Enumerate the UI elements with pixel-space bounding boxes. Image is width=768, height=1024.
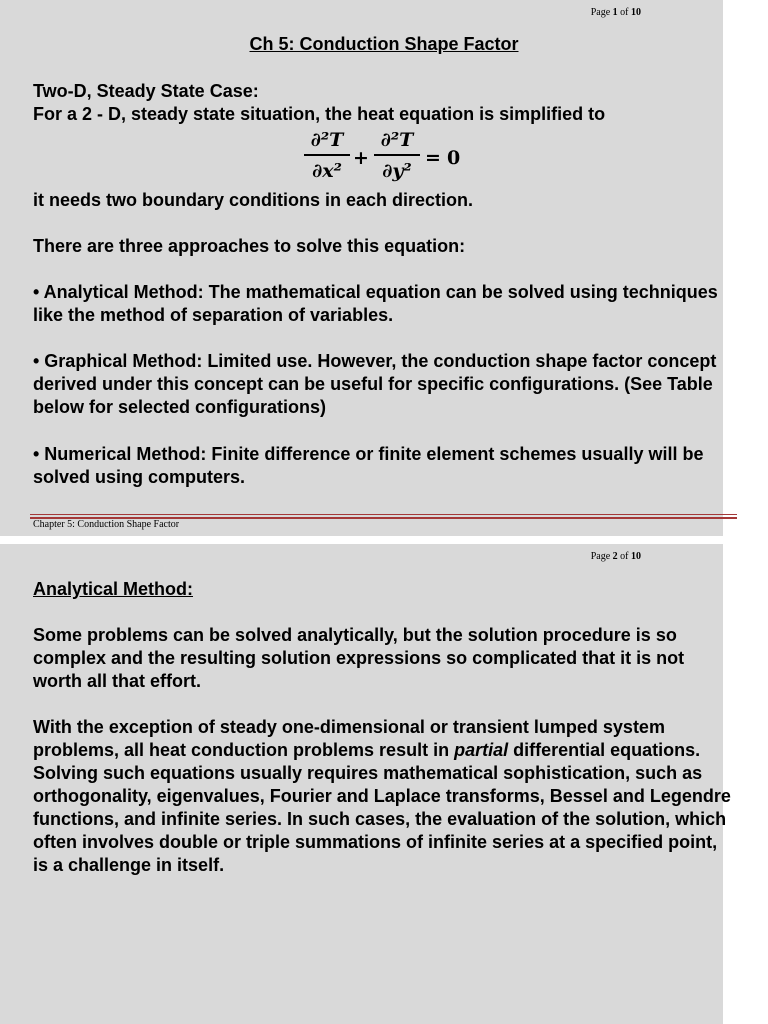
paragraph-2 <box>33 716 733 877</box>
page-number <box>591 7 641 18</box>
chapter-title: Ch 5: Conduction Shape Factor <box>249 34 519 54</box>
fraction-bar <box>304 154 350 156</box>
page-of: of <box>620 551 629 562</box>
approaches-text: There are three approaches to solve this equation: <box>33 236 466 256</box>
fraction-y-denominator: ∂y² <box>382 160 412 182</box>
paragraph-2-end: differential equations. Solving such equations usually requires mathematical sophistication, such as orthogonality, eigenvalues, Fourier and Laplace transforms, Bessel and Legendre functions, and infinite series. In such cases, the evaluation of the solution, which often involves double or triple summations of infinite series at a specified point, is a challenge in itself. <box>33 740 731 875</box>
footer-rule <box>30 514 737 515</box>
document-page-2 <box>0 544 731 1024</box>
bullet-analytical: • Analytical Method: The mathematical equation can be solved using techniques like the method of separation of variables. <box>33 282 718 325</box>
page-label: Page <box>590 7 611 18</box>
bullet-graphical: • Graphical Method: Limited use. However, the conduction shape factor concept derived under this concept can be useful for specific configurations. (See Table below for selected configurations) <box>33 351 717 417</box>
document-page-1 <box>0 0 723 536</box>
page-label: Page <box>590 551 611 562</box>
page-total: 10 <box>631 7 641 18</box>
page-of: of <box>620 7 629 18</box>
fraction-y-numerator: ∂²T <box>380 129 414 151</box>
fraction-y <box>374 128 420 184</box>
page-footer: Chapter 5: Conduction Shape Factor <box>33 519 180 530</box>
page-current: 2 <box>612 551 618 562</box>
paragraph-2-start: With the exception of steady one-dimensional or transient lumped system problems, all heat conduction problems result in <box>33 717 665 760</box>
paragraph-1: Some problems can be solved analytically, but the solution procedure is so complex and the resulting solution expressions so complicated that it is not worth all that effort. <box>33 625 685 691</box>
page-number <box>591 551 641 562</box>
section-subtitle: Two-D, Steady State Case: <box>33 81 259 101</box>
section-heading: Analytical Method: <box>33 579 194 599</box>
boundary-text: it needs two boundary conditions in each direction. <box>33 190 474 210</box>
plus-sign: + <box>353 147 369 169</box>
page-current: 1 <box>612 7 618 18</box>
page-total: 10 <box>631 551 641 562</box>
fraction-x <box>304 128 350 184</box>
intro-text: For a 2 - D, steady state situation, the heat equation is simplified to <box>33 104 606 124</box>
bullet-numerical: • Numerical Method: Finite difference or finite element schemes usually will be solved using computers. <box>33 444 704 487</box>
heat-equation <box>304 128 474 190</box>
fraction-x-denominator: ∂x² <box>312 160 342 182</box>
fraction-bar <box>374 154 420 156</box>
equation-rhs: 0 <box>447 147 461 169</box>
emphasis-partial: partial <box>454 740 509 760</box>
equals-sign: = <box>425 147 441 169</box>
fraction-x-numerator: ∂²T <box>310 129 344 151</box>
